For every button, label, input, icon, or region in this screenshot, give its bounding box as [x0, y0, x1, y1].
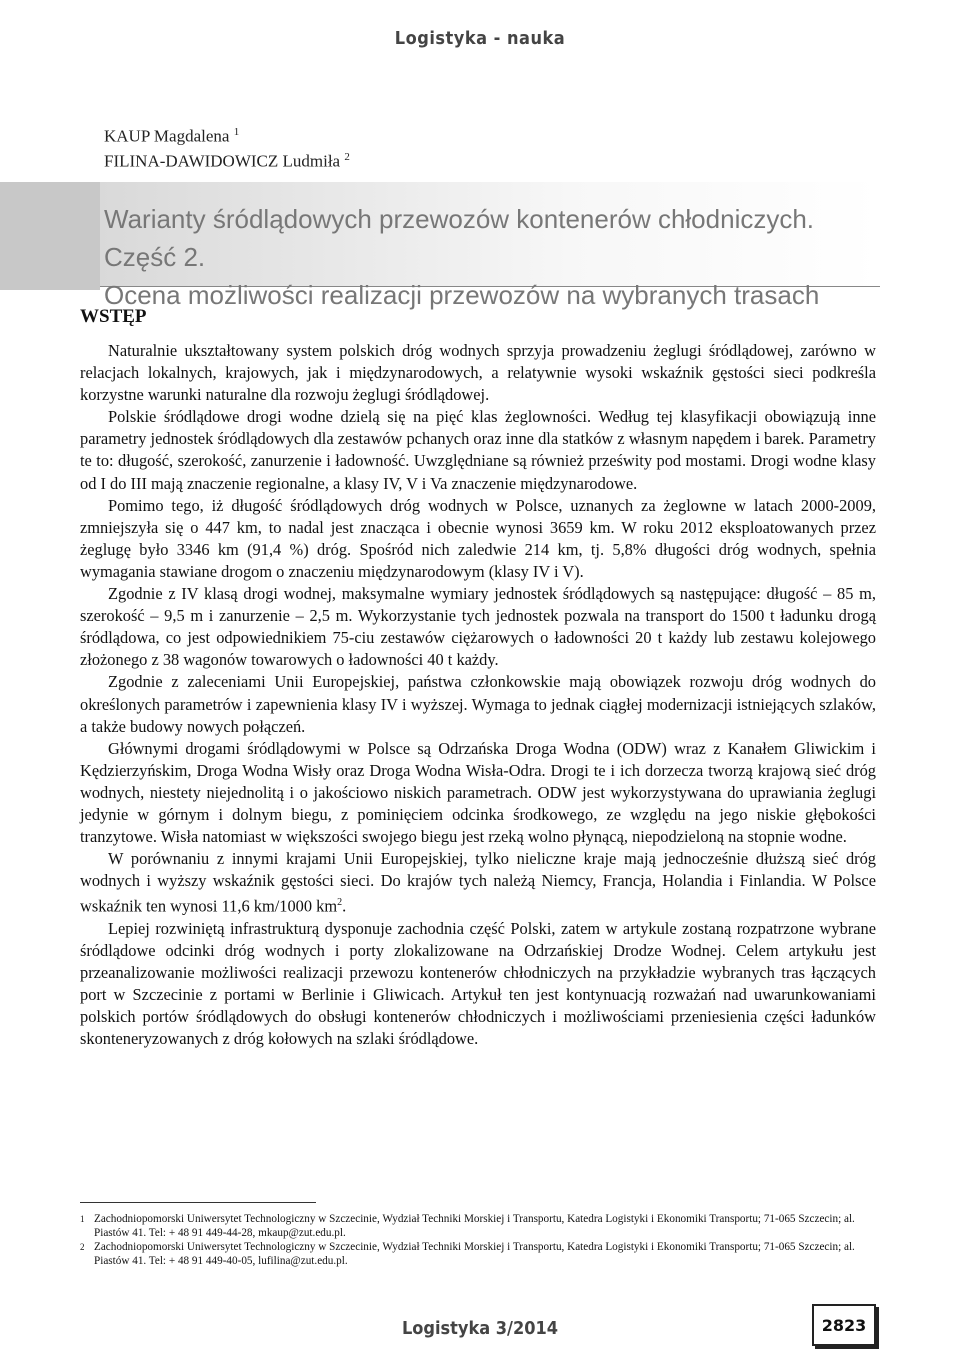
- author-2: [104, 147, 350, 172]
- footnote-number: 2: [80, 1242, 85, 1252]
- footnote-text: Zachodniopomorski Uniwersytet Technologiczny w Szczecinie, Wydział Techniki Morskiej i Transportu, Katedra Logistyki i Ekonomiki Transportu; 71-065 Szczecin; al. Piastów 41. Tel: + 48 91 449-40-05, lufilina@zut.edu.pl.: [94, 1241, 855, 1267]
- paragraph: Pomimo tego, iż długość śródlądowych dróg wodnych w Polsce, uznanych za żeglowne w latach 2000-2009, zmniejszyła się o 447 km, to nadal jest znacząca i obecnie wynosi 3659 km. W roku 2012 eksploatowanych przez żeglugę było 3346 km (91,4 %) dróg. Spośród nich zaledwie 214 km, tj. 5,8% długości dróg wodnych, spełnia wymagania stawiane drogom o znaczeniu międzynarodowym (klasy IV i V).: [80, 495, 876, 581]
- paragraph-end: .: [342, 896, 347, 916]
- paragraph-text: W porównaniu z innymi krajami Unii Europejskiej, tylko nieliczne kraje mają jednocześnie dłuższą sieć dróg wodnych i wyższy wskaźnik gęstości sieci. Do krajów tych należą Niemcy, Francja, Holandia i Finlandia. W Polsce wskaźnik ten wynosi 11,6 km/1000 km: [80, 849, 876, 916]
- footnote: [80, 1212, 876, 1240]
- title-band-left: [0, 182, 100, 290]
- author-mark: 1: [233, 126, 240, 138]
- paper-title: [104, 200, 884, 314]
- author-name: KAUP Magdalena: [104, 126, 230, 146]
- paragraph: Głównymi drogami śródlądowymi w Polsce są Odrzańska Droga Wodna (ODW) wraz z Kanałem Gliwickim i Kędzierzyńskim, Droga Wodna Wisły oraz Droga Wodna Wisła-Odra. Drogi te i ich dorzecza tworzą krajową sieć dróg wodnych, niestety niejednolitą i o jakościowo niskich parametrach. ODW jest wykorzystywana do uprawiania żeglugi jedynie w górnym i dolnym biegu, z pominięciem odcinka środkowego, ze względu na jego niskie głębokości tranzytowe. Wisła natomiast w większości swojego biegu jest rzeką wolno płynącą, niepodzieloną na stopnie wodne.: [80, 738, 876, 847]
- journal-header: Logistyka - nauka: [394, 28, 566, 49]
- title-line-1: Warianty śródlądowych przewozów kontenerów chłodniczych. Część 2.: [104, 204, 815, 272]
- footnote-number: 1: [80, 1214, 85, 1224]
- author-list: [104, 122, 350, 171]
- journal-footer: Logistyka 3/2014: [401, 1318, 559, 1339]
- author-name: FILINA-DAWIDOWICZ Ludmiła: [104, 151, 341, 171]
- title-line-2: Ocena możliwości realizacji przewozów na wybranych trasach: [104, 280, 820, 310]
- author-1: [104, 122, 350, 147]
- paragraph: Zgodnie z IV klasą drogi wodnej, maksymalne wymiary jednostek śródlądowych są następujące: długość – 85 m, szerokość – 9,5 m i zanurzenie – 2,5 m. Wykorzystanie tych jednostek pozwala na transport do 1500 t ładunku drogą śródlądowa, co jest odpowiednikiem 75-ciu zestawów ciężarowych o ładowności 20 t każdy lub zestawu kolejowego złożonego z 38 wagonów towarowych o ładowności 40 t każdy.: [80, 584, 876, 670]
- body-text: [80, 340, 876, 1050]
- footnotes: [80, 1212, 876, 1268]
- footnote-text: Zachodniopomorski Uniwersytet Technologiczny w Szczecinie, Wydział Techniki Morskiej i Transportu, Katedra Logistyki i Ekonomiki Transportu; 71-065 Szczecin; al. Piastów 41. Tel: + 48 91 449-44-28, mkaup@zut.edu.pl.: [94, 1213, 855, 1239]
- author-mark: 2: [344, 150, 350, 163]
- paragraph: [80, 848, 876, 918]
- footnote-rule: [80, 1202, 316, 1203]
- paragraph: Polskie śródlądowe drogi wodne dzielą się na pięć klas żeglowności. Według tej klasyfikacji obowiązują inne parametry jednostek śródlądowych dla zestawów pchanych oraz inne dla statków z własnym napędem i barek. Parametry te to: długość, szerokość, zanurzenie i ładowność. Uwzględniane są również prześwity pod mostami. Drogi wodne klasy od I do III mają znaczenie regionalne, a klasy IV, V i Va znaczenie międzynarodowe.: [80, 407, 876, 493]
- paragraph: Lepiej rozwiniętą infrastrukturą dysponuje zachodnia część Polski, zatem w artykule zostaną rozpatrzone wybrane śródlądowe odcinki dróg wodnych i porty zlokalizowane na Odrzańskiej Drodze Wodnej. Celem artykułu jest przeanalizowanie możliwości realizacji przewozu kontenerów chłodniczych na przykładzie wybranych tras łączących port w Szczecinie z portami w Berlinie i Gliwicach. Artykuł ten jest kontynuacją rozważań nad uwarunkowaniami polskich portów śródlądowych do obsługi kontenerów chłodniczych i możliwościami przeniesienia części ładunków skonteneryzowanych z dróg kołowych na szlaki śródlądowe.: [80, 918, 876, 1049]
- footnote-ref: 2: [337, 897, 343, 909]
- paragraph: Zgodnie z zaleceniami Unii Europejskiej, państwa członkowskie mają obowiązek rozwoju dróg wodnych do określonych parametrów i zapewnienia klasy IV i wyższej. Wymaga to jednak ciągłej modernizacji istniejących szlaków, a także budowy nowych połączeń.: [80, 672, 876, 736]
- paragraph: Naturalnie ukształtowany system polskich dróg wodnych sprzyja prowadzeniu żeglugi śródlądowej, zarówno w relacjach lokalnych, krajowych, jak i międzynarodowych, a relatywnie wysoki wskaźnik gęstości sieci podkreśla korzystne warunki naturalne dla rozwoju żeglugi śródlądowej.: [80, 341, 876, 405]
- page-number: 2823: [812, 1304, 876, 1346]
- footnote: [80, 1240, 876, 1268]
- section-heading: WSTĘP: [80, 306, 147, 327]
